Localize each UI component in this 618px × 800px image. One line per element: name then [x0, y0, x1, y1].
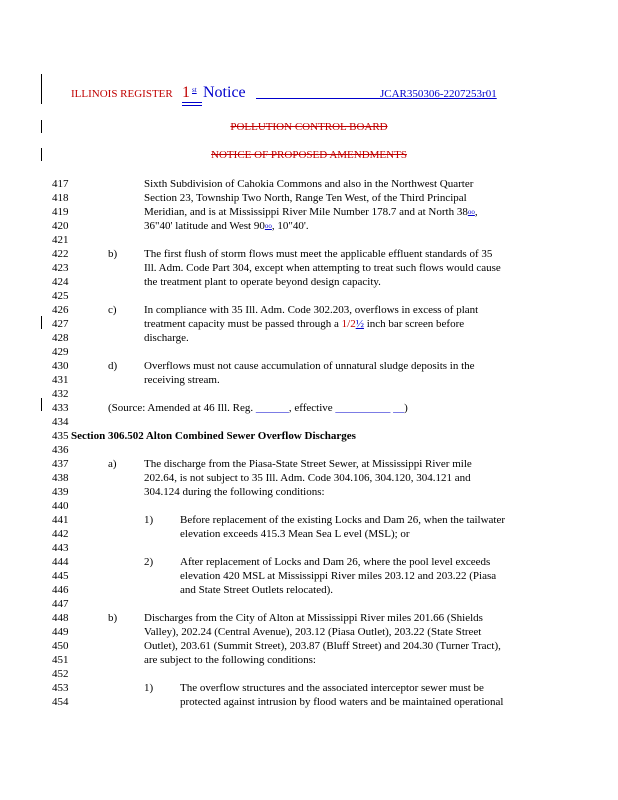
- line-447: [52, 597, 612, 611]
- line-449: [52, 625, 612, 639]
- register-header: [71, 84, 531, 106]
- line-445: [52, 569, 612, 583]
- line-text: Section 23, Township Two North, Range Ten West, of the Third Principal: [144, 192, 467, 204]
- line-number: 444: [52, 556, 69, 568]
- line-453: [52, 681, 612, 695]
- line-437: [52, 457, 612, 471]
- deleted-fraction: 1/2: [341, 318, 356, 330]
- effective-blank: __________ __: [335, 402, 405, 414]
- source-note: [108, 401, 408, 415]
- line-425: [52, 289, 612, 303]
- change-bar: [41, 316, 42, 329]
- issue-number: 1: [182, 84, 190, 101]
- line-text: discharge.: [144, 332, 189, 344]
- line-number: 450: [52, 640, 69, 652]
- line-text: After replacement of Locks and Dam 26, where the pool level exceeds: [180, 556, 491, 568]
- line-448: [52, 611, 612, 625]
- line-427: [52, 317, 612, 331]
- line-text: The discharge from the Piasa-State Street Sewer, at Mississippi River mile: [144, 458, 472, 470]
- line-number: 451: [52, 654, 69, 666]
- line-number: 419: [52, 206, 69, 218]
- line-number: 424: [52, 276, 69, 288]
- change-bar: [41, 398, 42, 411]
- line-418: [52, 191, 612, 205]
- line-number: 427: [52, 318, 69, 330]
- line-text: the treatment plant to operate beyond design capacity.: [144, 276, 381, 288]
- line-number: 420: [52, 220, 69, 232]
- line-432: [52, 387, 612, 401]
- line-444: [52, 555, 612, 569]
- line-number: 441: [52, 514, 69, 526]
- paragraph-label: 1): [144, 682, 154, 694]
- line-number: 430: [52, 360, 69, 372]
- line-text: 36"40' latitude and West 90: [144, 220, 265, 232]
- line-text-group: [144, 317, 464, 331]
- line-number: 428: [52, 332, 69, 344]
- line-422: [52, 247, 612, 261]
- line-text: receiving stream.: [144, 374, 220, 386]
- line-text-group: [144, 219, 309, 233]
- line-number: 426: [52, 304, 69, 316]
- line-number: 436: [52, 444, 69, 456]
- line-424: [52, 275, 612, 289]
- paragraph-label: 2): [144, 556, 154, 568]
- line-429: [52, 345, 612, 359]
- line-number: 435: [52, 430, 69, 442]
- line-420: [52, 219, 612, 233]
- subsection-label: c): [108, 304, 117, 316]
- line-number: 439: [52, 486, 69, 498]
- line-number: 449: [52, 626, 69, 638]
- line-number: 429: [52, 346, 69, 358]
- line-text: protected against intrusion by flood waters and be maintained operational: [180, 696, 504, 708]
- line-434: [52, 415, 612, 429]
- line-text-end: ,: [474, 206, 478, 218]
- line-text: elevation exceeds 415.3 Mean Sea L evel (MSL); or: [180, 528, 410, 540]
- line-text: In compliance with 35 Ill. Adm. Code 302.203, overflows in excess of plant: [144, 304, 479, 316]
- line-433: [52, 401, 612, 415]
- line-text-end: , 10"40'.: [271, 220, 309, 232]
- line-428: [52, 331, 612, 345]
- subsection-label: d): [108, 360, 118, 372]
- line-number: 440: [52, 500, 69, 512]
- inserted-fraction: ½: [355, 318, 364, 330]
- double-underline: [182, 102, 202, 106]
- effective-text: , effective: [288, 402, 336, 414]
- subsection-label: b): [108, 612, 118, 624]
- line-number: 448: [52, 612, 69, 624]
- line-number: 452: [52, 668, 69, 680]
- line-text: Valley), 202.24 (Central Avenue), 203.12 (Piasa Outlet), 203.22 (State Street: [144, 626, 482, 638]
- degree-mark: oo: [264, 222, 272, 230]
- line-number: 423: [52, 262, 69, 274]
- line-number: 446: [52, 584, 69, 596]
- line-number: 433: [52, 402, 69, 414]
- agency-title: POLLUTION CONTROL BOARD: [230, 121, 388, 133]
- line-442: [52, 527, 612, 541]
- line-number: 442: [52, 528, 69, 540]
- line-430: [52, 359, 612, 373]
- line-text: The first flush of storm flows must meet the applicable effluent standards of 35: [144, 248, 493, 260]
- line-text: Overflows must not cause accumulation of unnatural sludge deposits in the: [144, 360, 475, 372]
- line-446: [52, 583, 612, 597]
- line-text: The overflow structures and the associated interceptor sewer must be: [180, 682, 484, 694]
- line-number: 432: [52, 388, 69, 400]
- line-number: 443: [52, 542, 69, 554]
- line-421: [52, 233, 612, 247]
- line-text: elevation 420 MSL at Mississippi River miles 203.12 and 203.22 (Piasa: [180, 570, 497, 582]
- line-438: [52, 471, 612, 485]
- line-text: Ill. Adm. Code Part 304, except when attempting to treat such flows would cause: [144, 262, 501, 274]
- line-number: 438: [52, 472, 69, 484]
- line-number: 447: [52, 598, 69, 610]
- line-417: [52, 177, 612, 191]
- line-436: [52, 443, 612, 457]
- line-419: [52, 205, 612, 219]
- line-text: Outlet), 203.61 (Summit Street), 203.87 (Bluff Street) and 204.30 (Turner Tract),: [144, 640, 501, 652]
- degree-mark: oo: [467, 208, 475, 216]
- notice-type-title: NOTICE OF PROPOSED AMENDMENTS: [211, 149, 407, 161]
- line-454: [52, 695, 612, 709]
- line-452: [52, 667, 612, 681]
- line-431: [52, 373, 612, 387]
- line-number: 453: [52, 682, 69, 694]
- jcar-code: JCAR350306-2207253r01: [380, 88, 497, 100]
- line-number: 418: [52, 192, 69, 204]
- line-423: [52, 261, 612, 275]
- notice-label: Notice: [203, 84, 246, 101]
- source-text: (Source: Amended at 46 Ill. Reg.: [108, 402, 256, 414]
- line-text: Before replacement of the existing Locks and Dam 26, when the tailwater: [180, 514, 505, 526]
- paragraph-label: 1): [144, 514, 154, 526]
- line-text: 304.124 during the following conditions:: [144, 486, 325, 498]
- register-name: ILLINOIS REGISTER: [71, 88, 173, 100]
- line-number: 422: [52, 248, 69, 260]
- reg-blank: ______: [255, 402, 289, 414]
- line-number: 417: [52, 178, 69, 190]
- line-439: [52, 485, 612, 499]
- line-number: 445: [52, 570, 69, 582]
- line-text: Discharges from the City of Alton at Mississippi River miles 201.66 (Shields: [144, 612, 483, 624]
- source-close: ): [404, 402, 408, 414]
- line-number: 437: [52, 458, 69, 470]
- line-number: 431: [52, 374, 69, 386]
- issue-suffix: st: [192, 86, 197, 94]
- line-443: [52, 541, 612, 555]
- line-number: 421: [52, 234, 69, 246]
- line-text: treatment capacity must be passed through a: [144, 318, 342, 330]
- line-440: [52, 499, 612, 513]
- subsection-label: a): [108, 458, 117, 470]
- line-451: [52, 653, 612, 667]
- line-text: and State Street Outlets relocated).: [180, 584, 334, 596]
- line-text: Meridian, and is at Mississippi River Mile Number 178.7 and at North 38: [144, 206, 468, 218]
- line-441: [52, 513, 612, 527]
- line-number: 434: [52, 416, 69, 428]
- line-text-group: [144, 205, 478, 219]
- line-text: 202.64, is not subject to 35 Ill. Adm. Code 304.106, 304.120, 304.121 and: [144, 472, 471, 484]
- line-text: Sixth Subdivision of Cahokia Commons and also in the Northwest Quarter: [144, 178, 474, 190]
- line-text-end: inch bar screen before: [363, 318, 465, 330]
- line-450: [52, 639, 612, 653]
- line-text: are subject to the following conditions:: [144, 654, 316, 666]
- line-number: 454: [52, 696, 69, 708]
- subsection-label: b): [108, 248, 118, 260]
- line-number: 425: [52, 290, 69, 302]
- line-426: [52, 303, 612, 317]
- section-heading: Section 306.502 Alton Combined Sewer Overflow Discharges: [71, 430, 356, 442]
- line-435: [52, 429, 612, 443]
- change-bar: [41, 74, 42, 104]
